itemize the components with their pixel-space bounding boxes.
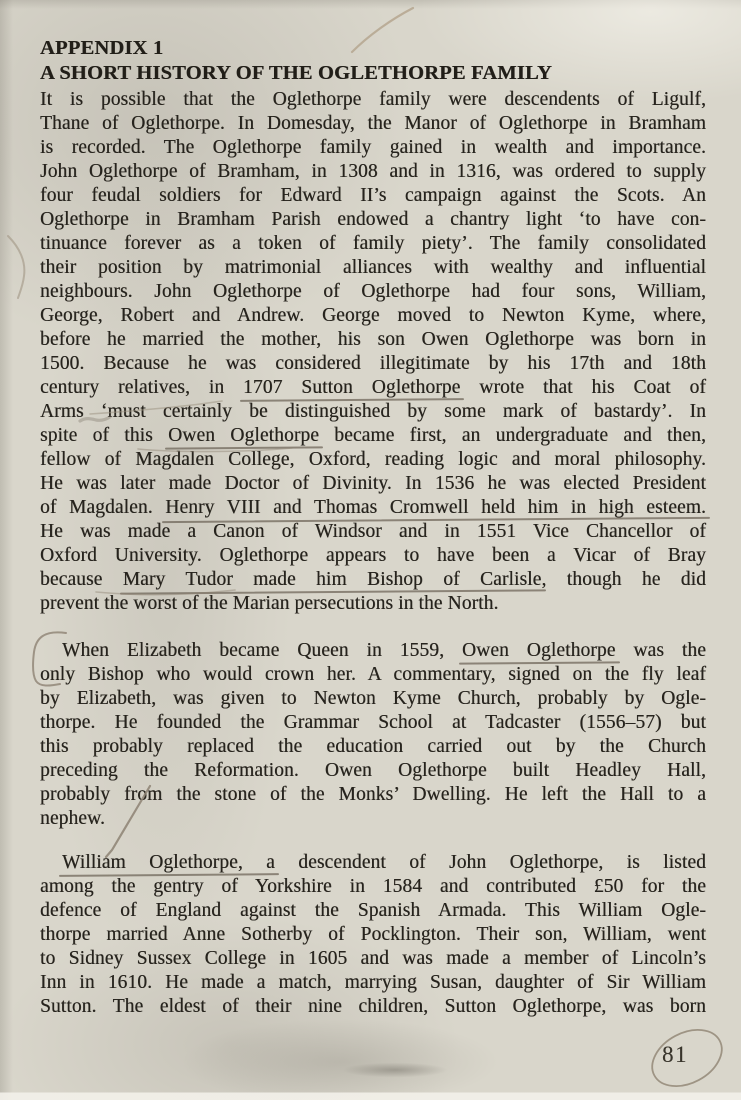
text-segment: because xyxy=(40,569,123,590)
text-line xyxy=(40,783,706,807)
page-number: 81 xyxy=(662,1042,688,1067)
text-line xyxy=(40,639,706,663)
text-line xyxy=(40,923,706,947)
text-line xyxy=(40,759,706,783)
text-line xyxy=(40,280,706,304)
text-segment: is recorded. The Oglethorpe family gained in wealth and importance. xyxy=(40,137,706,158)
text-segment: thorpe. He founded the Grammar School at Tadcaster (1556–57) but xyxy=(40,712,706,733)
text-line xyxy=(40,376,706,400)
text-line xyxy=(40,112,706,136)
appendix-heading xyxy=(40,36,706,86)
text-segment: George, Robert and Andrew. George moved to Newton Kyme, where, xyxy=(40,305,706,326)
text-line xyxy=(40,687,706,711)
text-line xyxy=(40,304,706,328)
text-segment: It is possible that the Oglethorpe family were descendents of Ligulf, xyxy=(40,89,706,110)
text-segment: probably from the stone of the Monks’ Dwelling. He left the Hall to a xyxy=(40,784,706,805)
text-line xyxy=(40,899,706,923)
text-line xyxy=(40,88,706,112)
text-segment: before he married the mother, his son Owen Oglethorpe was born in xyxy=(40,329,706,350)
text-segment: John Oglethorpe of Bramham, in 1308 and in 1316, was ordered to supply xyxy=(40,161,706,182)
text-line xyxy=(40,448,706,472)
text-line xyxy=(40,875,706,899)
text-segment: Inn in 1610. He made a match, marrying Susan, daughter of Sir William xyxy=(40,972,706,993)
text-segment: wrote that his Coat of xyxy=(460,377,706,398)
appendix-subtitle: A SHORT HISTORY OF THE OGLETHORPE FAMILY xyxy=(40,62,552,84)
text-line xyxy=(40,735,706,759)
paragraphs-container xyxy=(40,88,706,1019)
text-segment: by Elizabeth, was given to Newton Kyme Church, probably by Ogle- xyxy=(40,688,706,709)
text-line xyxy=(40,184,706,208)
text-line xyxy=(40,971,706,995)
text-segment: to Sidney Sussex College in 1605 and was made a member of Lincoln’s xyxy=(40,948,706,969)
text-line xyxy=(40,520,706,544)
text-segment: prevent the worst of the Marian persecutions in the North. xyxy=(40,593,499,614)
text-segment: century relatives, in xyxy=(40,377,244,398)
text-segment: was the xyxy=(615,640,706,661)
text-segment: this probably replaced the education carried out by the Church xyxy=(40,736,706,757)
text-segment: four feudal soldiers for Edward II’s campaign against the Scots. An xyxy=(40,185,706,206)
text-line xyxy=(40,807,706,831)
pencil-underlined-text: Owen Oglethorpe xyxy=(168,425,320,446)
pencil-underlined-text: 1707 Sutton Oglethorpe xyxy=(243,377,461,398)
text-line xyxy=(40,208,706,232)
text-segment: defence of England against the Spanish Armada. This William Ogle- xyxy=(40,900,706,921)
text-segment: When Elizabeth became Queen in 1559, xyxy=(62,640,462,661)
text-segment: Arms ‘must certainly be distinguished by some mark of bastardy’. In xyxy=(40,401,706,422)
text-line xyxy=(40,851,706,875)
text-line xyxy=(40,568,706,592)
text-line xyxy=(40,328,706,352)
text-line xyxy=(40,160,706,184)
text-segment: nephew. xyxy=(40,808,105,829)
text-segment: Thane of Oglethorpe. In Domesday, the Manor of Oglethorpe in Bramham xyxy=(40,113,706,134)
text-segment: fellow of Magdalen College, Oxford, reading logic and moral philosophy. xyxy=(40,449,706,470)
pencil-underlined-text: Mary Tudor made him Bishop of Carlisle xyxy=(122,569,542,590)
text-segment: He was made a Canon of Windsor and in 1551 Vice Chancellor of xyxy=(40,521,706,542)
text-segment: spite of this xyxy=(40,425,169,446)
text-line xyxy=(40,256,706,280)
pencil-underlined-text: Owen Oglethorpe xyxy=(461,640,616,661)
text-segment: He was later made Doctor of Divinity. In 1536 he was elected President xyxy=(40,473,706,494)
pencil-underlined-text: William Oglethorpe, a xyxy=(62,852,275,873)
text-line xyxy=(40,496,706,520)
text-segment: Oxford University. Oglethorpe appears to have been a Vicar of Bray xyxy=(40,545,706,566)
text-segment: Sutton. The eldest of their nine children, Sutton Oglethorpe, was born xyxy=(40,996,706,1017)
text-line xyxy=(40,947,706,971)
text-line xyxy=(40,232,706,256)
text-segment: became first, an undergraduate and then, xyxy=(319,425,706,446)
text-line xyxy=(40,472,706,496)
text-line xyxy=(40,995,706,1019)
text-line xyxy=(40,400,706,424)
text-block xyxy=(40,36,706,1019)
text-segment: 1500. Because he was considered illegitimate by his 17th and 18th xyxy=(40,353,706,374)
text-segment: among the gentry of Yorkshire in 1584 and contributed £50 for the xyxy=(40,876,706,897)
text-line xyxy=(40,663,706,687)
text-segment: of Magdalen. xyxy=(40,497,166,518)
paragraph xyxy=(40,851,706,1019)
paragraph xyxy=(40,88,706,616)
text-segment: thorpe married Anne Sotherby of Pocklington. Their son, William, went xyxy=(40,924,706,945)
text-line xyxy=(40,352,706,376)
text-segment: tinuance forever as a token of family piety’. The family consolidated xyxy=(40,233,706,254)
text-segment: descendent of John Oglethorpe, is listed xyxy=(274,852,706,873)
text-line xyxy=(40,544,706,568)
text-line xyxy=(40,136,706,160)
text-segment: only Bishop who would crown her. A commentary, signed on the fly leaf xyxy=(40,664,706,685)
text-segment: their position by matrimonial alliances with wealthy and influential xyxy=(40,257,706,278)
pencil-underlined-text: Henry VIII and Thomas Cromwell held him in high esteem. xyxy=(165,497,706,518)
paragraph xyxy=(40,639,706,831)
text-segment: , though he did xyxy=(541,569,706,590)
stray-pencil-arc-left-margin-icon xyxy=(8,236,24,298)
text-segment: Oglethorpe in Bramham Parish endowed a chantry light ‘to have con- xyxy=(40,209,706,230)
text-line xyxy=(40,592,706,616)
text-line xyxy=(40,424,706,448)
text-segment: neighbours. John Oglethorpe of Oglethorpe had four sons, William, xyxy=(40,281,706,302)
text-segment: preceding the Reformation. Owen Oglethorpe built Headley Hall, xyxy=(40,760,706,781)
text-line xyxy=(40,711,706,735)
appendix-title: APPENDIX 1 xyxy=(40,37,164,59)
